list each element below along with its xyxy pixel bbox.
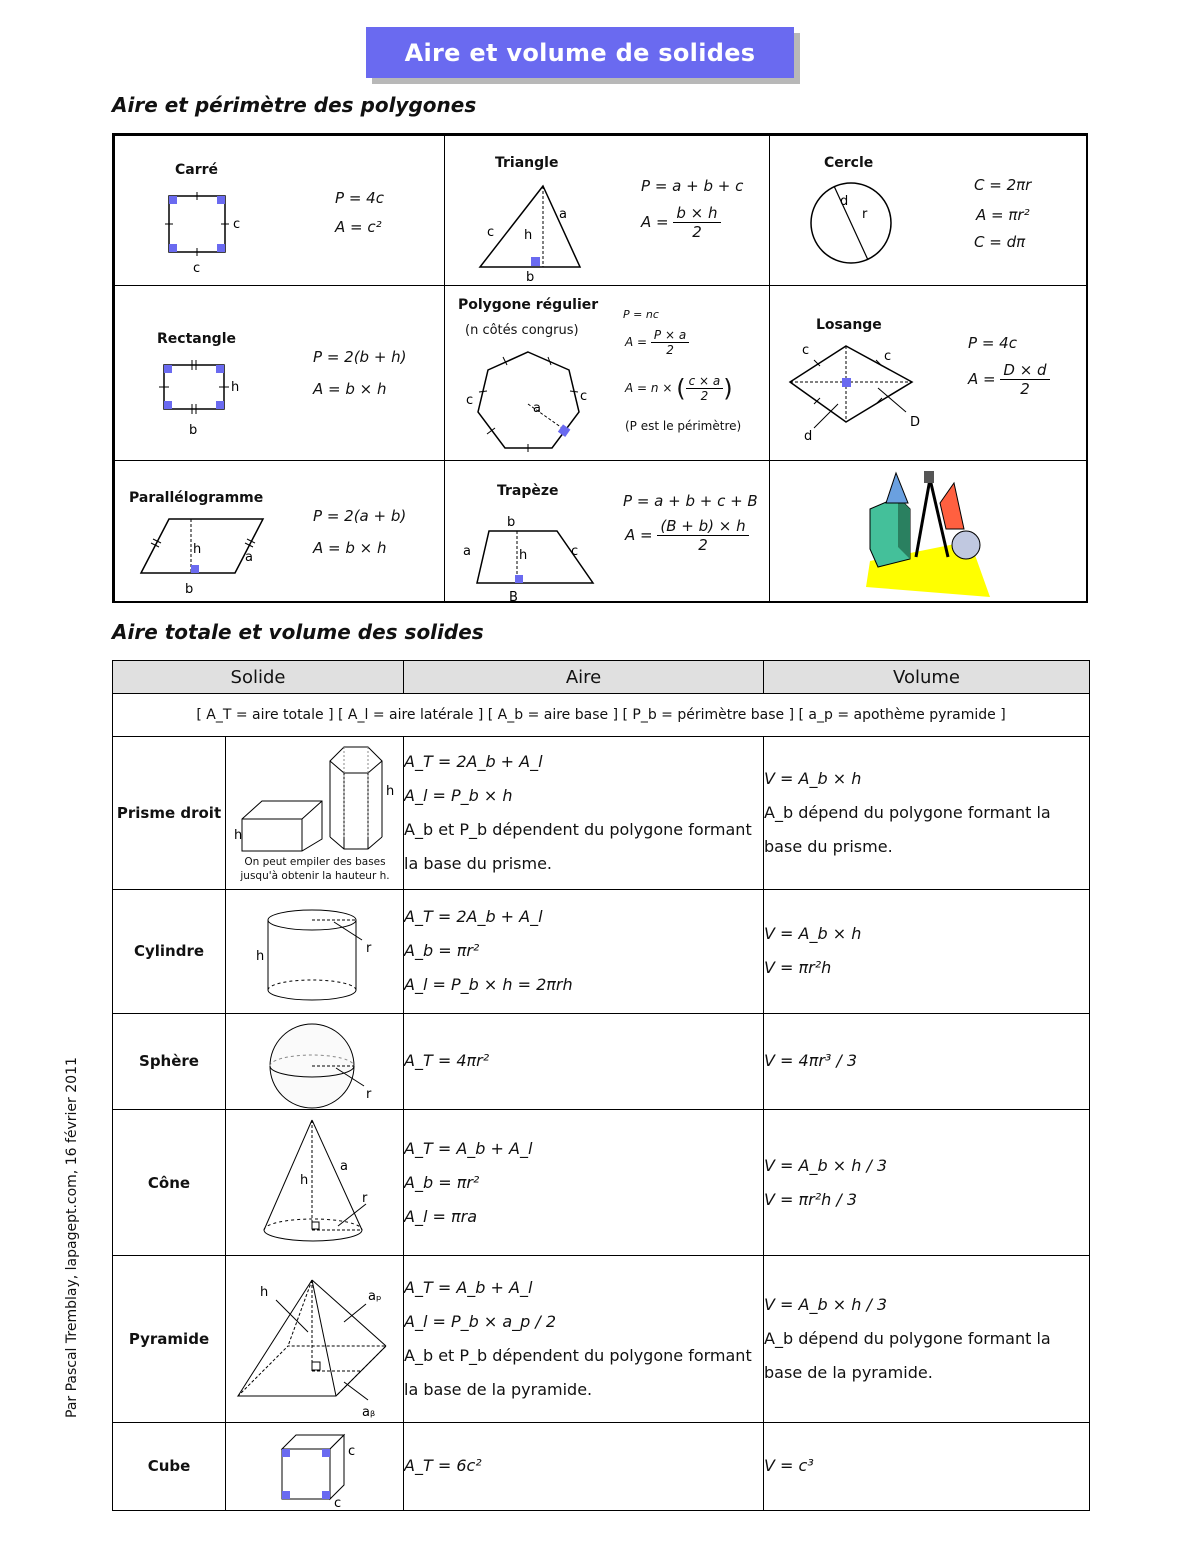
header-solide: Solide [113,661,404,694]
polygone-aire2: A = n × ( $\frac{c \times a}{2}$ ) [625,374,733,403]
svg-text:a: a [340,1159,348,1174]
sphere-aire: A_T = 4πr² [404,1013,764,1109]
losange-aire: A = $\frac{D \times d}{2}$ [968,361,1050,398]
cube-aire: A_T = 6c² [404,1422,764,1510]
svg-text:a: a [463,544,471,559]
svg-text:d: d [840,194,849,209]
cone-volume: V = A_b × h / 3 V = πr²h / 3 [764,1110,1090,1256]
cercle-diametre: C = dπ [974,233,1026,251]
carre-perimetre: P = 4c [335,189,384,207]
svg-text:c: c [334,1495,342,1511]
svg-text:b: b [189,423,198,438]
prism-aire: A_T = 2A_b + A_l A_l = P_b × h A_b et P_b dépendent du polygone formant la base du prisme. [404,737,764,889]
svg-text:c: c [348,1443,356,1459]
losange-name: Losange [816,317,882,333]
prism-icon [232,741,410,871]
svg-text:B: B [509,590,518,605]
polygone-name: Polygone régulier [458,297,599,313]
section-title-solids: Aire totale et volume des solides [112,620,484,644]
solid-name: Cône [113,1110,226,1256]
geometry-clipart-icon [858,469,1008,599]
legend-text: [ A_T = aire totale ] [ A_l = aire latérale ] [ A_b = aire base ] [ P_b = périmètre base ] [ a_p = apothème pyramide ] [196,707,1006,724]
trapeze-aire: A = $\frac{(B + b) \times h}{2}$ [625,517,749,554]
cell-triangle [444,135,770,286]
polygone-perimetre: P = nc [623,308,659,321]
svg-text:r: r [366,1086,372,1102]
svg-text:h: h [260,1285,269,1301]
solid-name: Sphère [113,1013,226,1109]
pyramid-aire: A_T = A_b + A_l A_l = P_b × a_p / 2 A_b et P_b dépendent du polygone formant la base de la pyramide. [404,1256,764,1422]
triangle-aire: A = $\frac{b \times h}{2}$ [641,204,721,241]
cercle-name: Cercle [824,155,874,171]
parallelogram-icon [135,511,275,601]
svg-text:d: d [804,429,813,444]
parallelogramme-perimetre: P = 2(a + b) [313,507,407,525]
svg-text:c: c [802,343,810,358]
cube-icon [226,1425,404,1511]
rhombus-icon [788,340,958,450]
svg-text:h: h [234,828,243,844]
cone-icon [226,1114,404,1254]
triangle-name: Triangle [495,155,559,171]
solid-name: Cube [113,1422,226,1510]
polygon-table [112,133,1088,603]
rectangle-perimetre: P = 2(b + h) [313,348,407,366]
trapeze-name: Trapèze [497,483,559,499]
svg-text:c: c [233,217,241,232]
legend-row [113,694,1090,737]
square-icon [155,186,255,286]
polygone-aire1: A = $\frac{P \times a}{2}$ [625,328,689,357]
parallelogramme-aire: A = b × h [313,539,387,557]
sphere-figure [226,1013,404,1109]
svg-text:h: h [386,784,395,800]
svg-text:c: c [884,349,892,364]
svg-text:aᵦ: aᵦ [362,1405,376,1421]
svg-text:r: r [862,207,868,222]
cylinder-figure [226,889,404,1013]
svg-text:c: c [193,261,201,276]
pyramid-figure [226,1256,404,1422]
circle-icon [806,181,906,281]
losange-perimetre: P = 4c [968,334,1017,352]
trapeze-perimetre: P = a + b + c + B [623,492,758,510]
cell-cercle [769,135,1088,286]
sphere-volume: V = 4πr³ / 3 [764,1013,1090,1109]
solids-table [112,660,1090,1511]
pyramid-icon [226,1260,404,1420]
cell-losange [769,285,1088,461]
cell-clipart [769,460,1088,603]
triangle-perimetre: P = a + b + c [641,177,744,195]
svg-text:a: a [245,550,253,565]
cell-trapeze [444,460,770,603]
header-volume: Volume [764,661,1090,694]
svg-text:h: h [519,548,528,563]
svg-text:a: a [559,207,567,222]
svg-text:h: h [193,542,202,557]
polygone-sub: (n côtés congrus) [465,323,579,338]
author-credit: Par Pascal Tremblay, lapagept.com, 16 février 2011 [64,1057,80,1418]
rectangle-name: Rectangle [157,331,236,347]
cube-figure [226,1422,404,1510]
svg-text:r: r [362,1191,368,1206]
cone-aire: A_T = A_b + A_l A_b = πr² A_l = πra [404,1110,764,1256]
cone-figure [226,1110,404,1256]
cylinder-volume: V = A_b × h V = πr²h [764,889,1090,1013]
heptagon-icon [465,344,595,464]
svg-text:b: b [507,515,516,530]
svg-text:h: h [231,380,240,395]
prism-figure [226,737,404,889]
svg-text:h: h [300,1173,309,1188]
carre-name: Carré [175,162,219,178]
cercle-aire: A = πr² [976,206,1030,224]
svg-text:a: a [533,401,541,416]
solid-name: Prisme droit [113,737,226,889]
solid-name: Cylindre [113,889,226,1013]
cube-volume: V = c³ [764,1422,1090,1510]
section-title-polygons: Aire et périmètre des polygones [112,93,477,117]
cylinder-aire: A_T = 2A_b + A_l A_b = πr² A_l = P_b × h = 2πrh [404,889,764,1013]
page-title: Aire et volume de solides [366,27,794,78]
svg-text:b: b [185,582,194,597]
svg-text:c: c [580,389,588,404]
solid-name: Pyramide [113,1256,226,1422]
cell-parallelogramme [114,460,445,603]
svg-text:b: b [526,270,535,285]
sphere-icon [226,1018,404,1114]
polygone-note: (P est le périmètre) [625,419,742,433]
svg-text:aₚ: aₚ [368,1289,382,1305]
svg-text:r: r [366,940,372,956]
prism-caption: On peut empiler des bases jusqu'à obtenir la hauteur h. [240,856,390,883]
rectangle-aire: A = b × h [313,380,387,398]
trapezoid-icon [459,513,609,603]
prism-volume: V = A_b × h A_b dépend du polygone formant la base du prisme. [764,737,1090,889]
pyramid-volume: V = A_b × h / 3 A_b dépend du polygone formant la base de la pyramide. [764,1256,1090,1422]
svg-text:h: h [256,948,265,964]
cell-carre [114,135,445,286]
carre-aire: A = c² [335,218,382,236]
cercle-circonference: C = 2πr [974,176,1032,194]
svg-text:c: c [487,225,495,240]
cylinder-icon [226,894,404,1014]
svg-text:D: D [910,415,921,430]
svg-text:c: c [571,544,579,559]
rectangle-icon [155,356,265,456]
parallelogramme-name: Parallélogramme [129,490,264,506]
header-aire: Aire [404,661,764,694]
cell-polygone [444,285,770,461]
cell-rectangle [114,285,445,461]
svg-text:c: c [466,393,474,408]
svg-text:h: h [524,228,533,243]
triangle-icon [475,181,625,291]
